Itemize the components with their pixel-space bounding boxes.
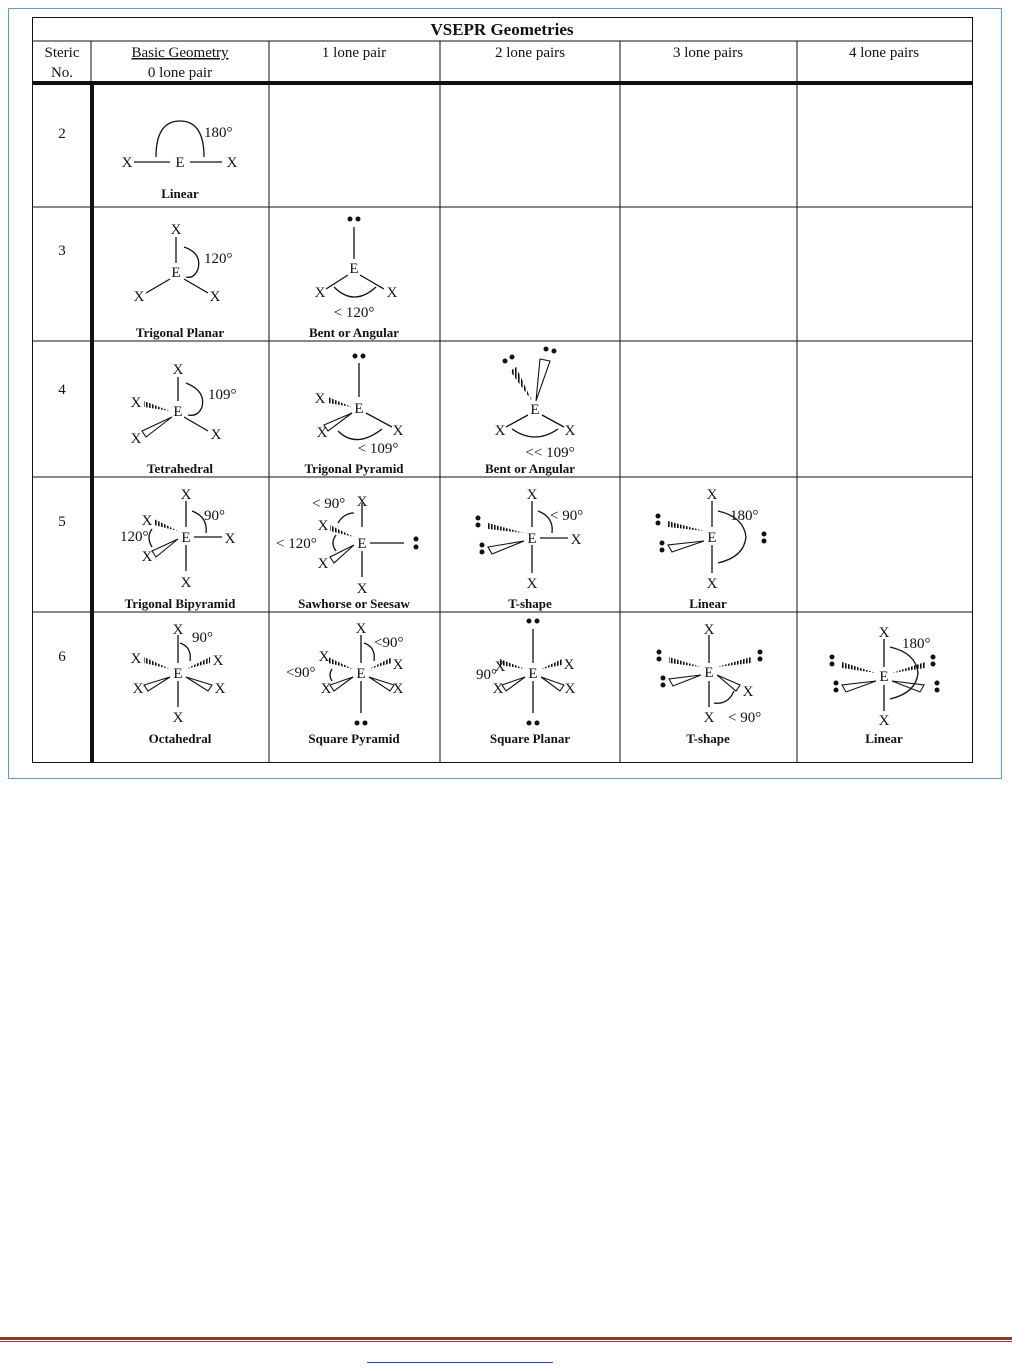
svg-text:X: X bbox=[320, 681, 332, 697]
footer-rule bbox=[0, 1337, 1012, 1340]
angle-label: 180° bbox=[204, 125, 233, 141]
geometry-name: Octahedral bbox=[148, 731, 212, 746]
molecule-square-planar bbox=[476, 619, 576, 747]
molecule-linear-6 bbox=[830, 625, 940, 746]
header-zero-lone-pair: 0 lone pair bbox=[147, 65, 213, 81]
header-3-lone-pairs: 3 lone pairs bbox=[673, 45, 743, 61]
svg-text:X: X bbox=[172, 622, 184, 638]
molecule-trigonal-pyramid bbox=[304, 354, 404, 477]
svg-text:X: X bbox=[224, 531, 236, 547]
svg-text:E: E bbox=[704, 665, 714, 681]
svg-text:X: X bbox=[526, 576, 538, 592]
svg-text:E: E bbox=[173, 666, 183, 682]
svg-text:X: X bbox=[180, 575, 192, 591]
svg-text:E: E bbox=[181, 530, 191, 546]
angle-label: 90° bbox=[476, 667, 497, 683]
svg-text:X: X bbox=[356, 494, 368, 510]
footer-rule-thin bbox=[0, 1341, 1012, 1342]
molecule-linear bbox=[122, 121, 238, 201]
svg-text:X: X bbox=[878, 625, 890, 641]
geometry-name: Square Planar bbox=[489, 731, 571, 746]
svg-text:X: X bbox=[706, 576, 718, 592]
svg-text:E: E bbox=[528, 666, 538, 682]
svg-text:X: X bbox=[317, 518, 329, 534]
table-title: VSEPR Geometries bbox=[430, 20, 574, 39]
molecule-bent-1lp bbox=[309, 217, 399, 341]
steric-number-5: 5 bbox=[58, 514, 66, 530]
molecule-trigonal-bipyramid bbox=[120, 487, 236, 611]
svg-text:E: E bbox=[173, 404, 183, 420]
svg-text:X: X bbox=[494, 423, 506, 439]
svg-text:X: X bbox=[314, 285, 326, 301]
molecule-square-pyramid bbox=[286, 621, 404, 746]
angle-label: < 109° bbox=[357, 441, 399, 457]
geometry-name: T-shape bbox=[508, 596, 552, 611]
svg-text:X: X bbox=[209, 289, 221, 305]
geometry-name: Bent or Angular bbox=[484, 461, 576, 476]
geometry-name: Trigonal Planar bbox=[135, 325, 225, 340]
angle-label-2: < 120° bbox=[276, 536, 317, 552]
svg-text:X: X bbox=[318, 649, 330, 665]
svg-text:X: X bbox=[172, 710, 184, 726]
geometry-name: Linear bbox=[865, 731, 903, 746]
vsepr-table bbox=[32, 17, 973, 763]
svg-text:X: X bbox=[317, 556, 329, 572]
angle-label: 120° bbox=[204, 251, 233, 267]
angle-label: < 90° bbox=[312, 496, 346, 512]
svg-text:X: X bbox=[570, 532, 582, 548]
svg-text:E: E bbox=[879, 669, 889, 685]
svg-text:X: X bbox=[170, 222, 182, 238]
svg-text:X: X bbox=[494, 659, 506, 675]
header-basic-geometry: Basic Geometry bbox=[131, 45, 229, 61]
svg-text:X: X bbox=[226, 155, 238, 171]
angle-label: 90° bbox=[192, 630, 213, 646]
svg-text:X: X bbox=[132, 681, 144, 697]
angle-label: 180° bbox=[902, 636, 931, 652]
header-2-lone-pairs: 2 lone pairs bbox=[495, 45, 565, 61]
svg-text:X: X bbox=[214, 681, 226, 697]
svg-text:X: X bbox=[130, 395, 142, 411]
svg-text:X: X bbox=[210, 427, 222, 443]
steric-number-6: 6 bbox=[58, 649, 66, 665]
header-steric-1: Steric bbox=[44, 45, 80, 61]
svg-text:X: X bbox=[356, 581, 368, 597]
angle-label: 180° bbox=[730, 508, 759, 524]
svg-text:E: E bbox=[707, 530, 717, 546]
angle-label-2: <90° bbox=[286, 665, 316, 681]
svg-text:X: X bbox=[526, 487, 538, 503]
header-4-lone-pairs: 4 lone pairs bbox=[849, 45, 919, 61]
angle-label: < 120° bbox=[333, 305, 375, 321]
svg-text:X: X bbox=[121, 155, 133, 171]
molecule-trigonal-planar bbox=[134, 222, 233, 340]
svg-text:X: X bbox=[172, 362, 184, 378]
svg-text:X: X bbox=[392, 657, 404, 673]
svg-text:E: E bbox=[530, 402, 540, 418]
svg-text:X: X bbox=[141, 513, 153, 529]
svg-text:X: X bbox=[703, 622, 715, 638]
header-1-lone-pair: 1 lone pair bbox=[321, 45, 387, 61]
svg-text:X: X bbox=[180, 487, 192, 503]
svg-text:X: X bbox=[316, 425, 328, 441]
steric-number-4: 4 bbox=[58, 382, 66, 398]
steric-number-3: 3 bbox=[58, 243, 66, 259]
geometry-name: T-shape bbox=[686, 731, 730, 746]
angle-label: <90° bbox=[374, 635, 404, 651]
svg-text:X: X bbox=[130, 431, 142, 447]
angle-label: << 109° bbox=[525, 445, 575, 461]
geometry-name: Sawhorse or Seesaw bbox=[298, 596, 410, 611]
geometry-name: Tetrahedral bbox=[147, 461, 213, 476]
svg-text:E: E bbox=[357, 536, 367, 552]
svg-text:X: X bbox=[314, 391, 326, 407]
svg-text:X: X bbox=[141, 549, 153, 565]
geometry-name: Trigonal Pyramid bbox=[304, 461, 404, 476]
geometry-name: Linear bbox=[689, 596, 727, 611]
svg-text:X: X bbox=[878, 713, 890, 729]
svg-text:X: X bbox=[563, 657, 575, 673]
geometry-name: Bent or Angular bbox=[308, 325, 400, 340]
angle-label: < 90° bbox=[728, 710, 762, 726]
geometry-name: Linear bbox=[161, 186, 199, 201]
svg-text:E: E bbox=[527, 531, 537, 547]
svg-text:X: X bbox=[703, 710, 715, 726]
svg-text:X: X bbox=[564, 423, 576, 439]
svg-text:X: X bbox=[492, 681, 504, 697]
geometry-name: Square Pyramid bbox=[308, 731, 400, 746]
svg-text:X: X bbox=[355, 621, 367, 637]
svg-text:X: X bbox=[133, 289, 145, 305]
svg-text:X: X bbox=[564, 681, 576, 697]
steric-number-2: 2 bbox=[58, 126, 66, 142]
angle-label-2: 120° bbox=[120, 529, 149, 545]
geometry-name: Trigonal Bipyramid bbox=[124, 596, 236, 611]
molecule-octahedral bbox=[131, 622, 226, 746]
svg-text:X: X bbox=[212, 653, 224, 669]
svg-text:X: X bbox=[392, 681, 404, 697]
table-grid bbox=[32, 18, 973, 764]
svg-text:X: X bbox=[130, 651, 142, 667]
molecule-bent-2lp bbox=[485, 347, 576, 477]
molecule-t-shape-6 bbox=[657, 622, 763, 746]
molecule-tetrahedral bbox=[131, 362, 237, 476]
footer-link-underline[interactable] bbox=[367, 1362, 553, 1363]
svg-text:E: E bbox=[171, 265, 181, 281]
angle-label: 90° bbox=[204, 508, 225, 524]
svg-text:X: X bbox=[392, 423, 404, 439]
svg-text:E: E bbox=[354, 401, 364, 417]
svg-text:E: E bbox=[356, 666, 366, 682]
svg-text:X: X bbox=[706, 487, 718, 503]
svg-text:E: E bbox=[349, 261, 359, 277]
header-steric-2: No. bbox=[50, 65, 74, 81]
angle-label: 109° bbox=[208, 387, 237, 403]
molecule-t-shape-5 bbox=[476, 487, 584, 611]
molecule-linear-5 bbox=[656, 487, 767, 611]
molecule-seesaw bbox=[276, 494, 419, 611]
angle-label: < 90° bbox=[550, 508, 584, 524]
svg-text:E: E bbox=[175, 155, 185, 171]
svg-text:X: X bbox=[742, 684, 754, 700]
svg-text:X: X bbox=[386, 285, 398, 301]
